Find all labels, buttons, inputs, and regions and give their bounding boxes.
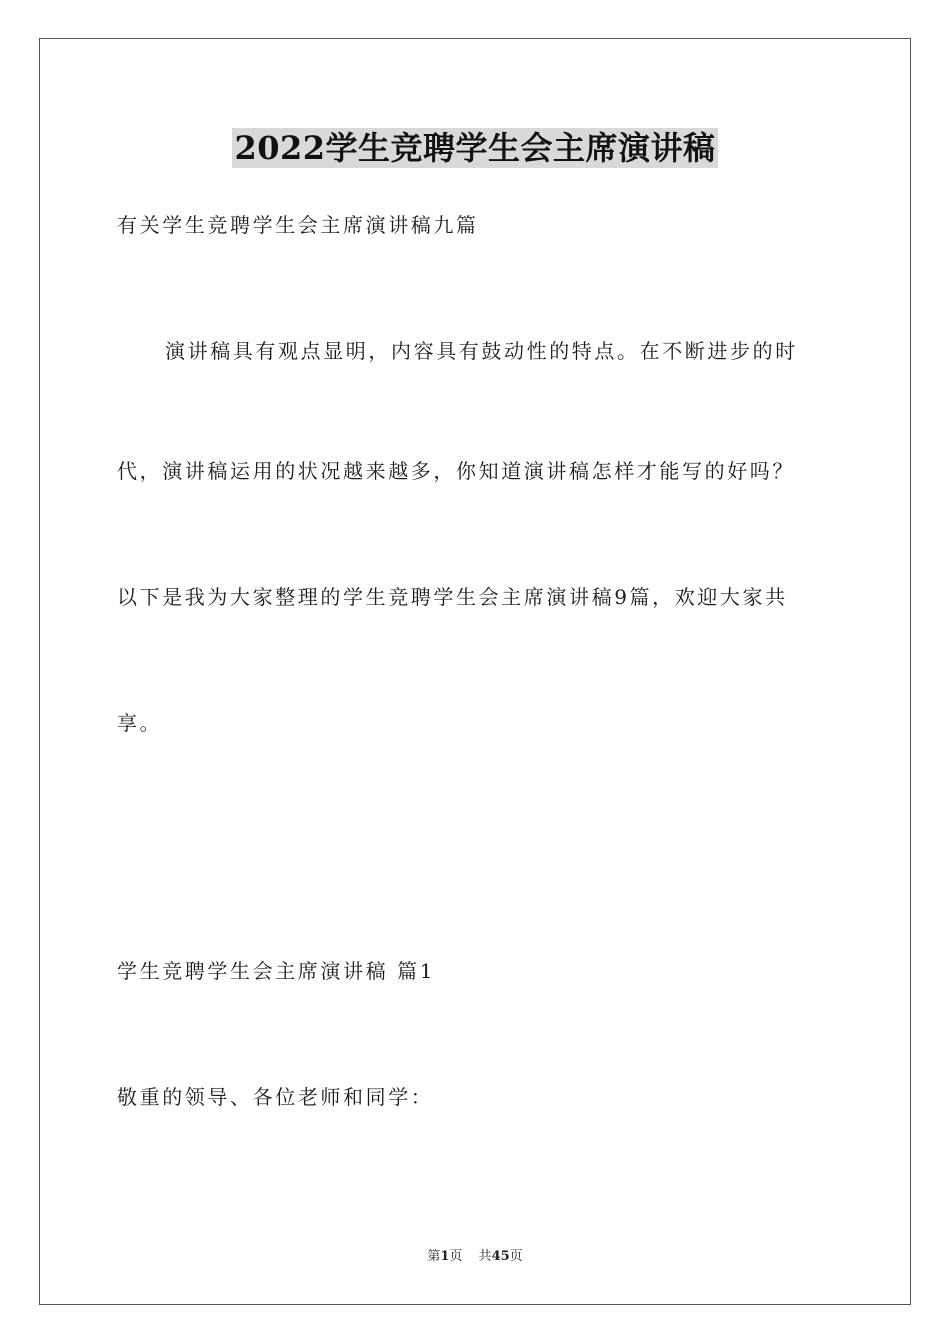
total-pages: 45 xyxy=(491,1249,510,1264)
salutation-line: 敬重的领导、各位老师和同学： xyxy=(117,1085,434,1109)
page-indicator xyxy=(427,1249,462,1264)
page-prefix: 第 xyxy=(427,1249,441,1264)
paragraph-line-3: 以下是我为大家整理的学生竞聘学生会主席演讲稿9篇，欢迎大家共 xyxy=(117,585,788,609)
title-container xyxy=(0,128,950,168)
total-prefix: 共 xyxy=(478,1249,492,1264)
page-number: 1 xyxy=(440,1249,450,1264)
paragraph-line-1: 演讲稿具有观点显明，内容具有鼓动性的特点。在不断进步的时 xyxy=(165,339,798,363)
total-indicator xyxy=(479,1249,523,1264)
subtitle-line: 有关学生竞聘学生会主席演讲稿九篇 xyxy=(117,213,479,237)
paragraph-line-2: 代，演讲稿运用的状况越来越多，你知道演讲稿怎样才能写的好吗？ xyxy=(117,459,795,483)
paragraph-line-4: 享。 xyxy=(117,711,163,735)
total-suffix: 页 xyxy=(509,1249,523,1264)
document-title: 2022学生竞聘学生会主席演讲稿 xyxy=(234,129,716,167)
page-suffix: 页 xyxy=(449,1249,463,1264)
section-heading: 学生竞聘学生会主席演讲稿 篇1 xyxy=(117,959,436,983)
page-footer xyxy=(0,1248,950,1266)
